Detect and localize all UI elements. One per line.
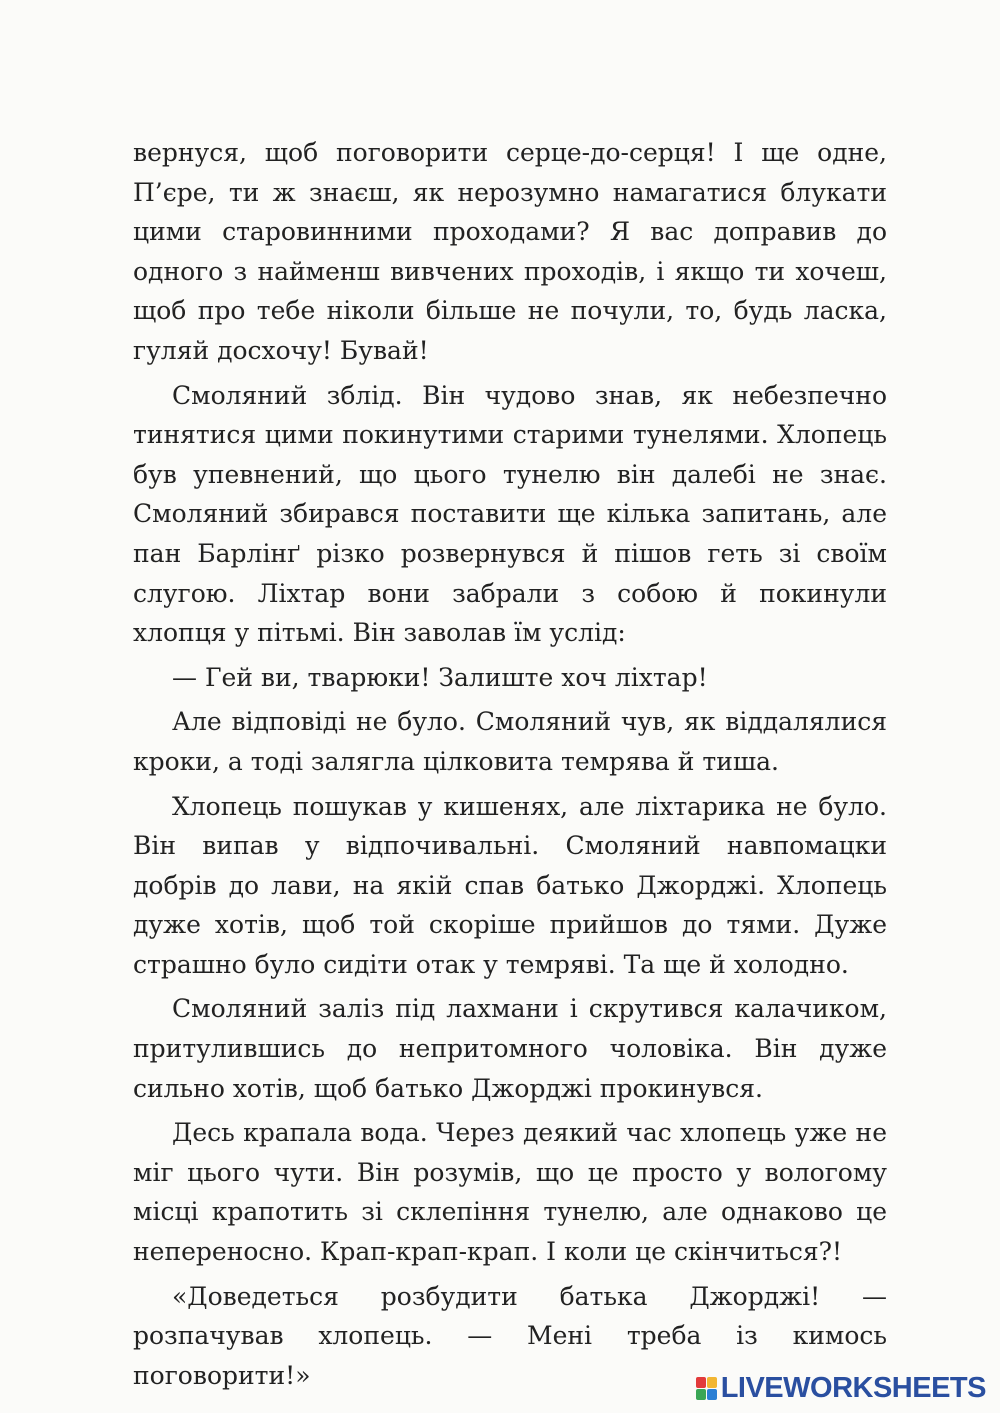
paragraph-7: Десь крапала вода. Через деякий час хлопець уже не міг цього чути. Він розумів, що це просто у вологому місці крапотить зі склепіння тунелю, але однаково це непереносно. Крап-крап-крап. І коли це скінчиться?!	[133, 1118, 887, 1267]
watermark-text: LIVEWORKSHEETS	[720, 1372, 986, 1404]
book-page-text	[133, 133, 887, 1400]
paragraph-5: Хлопець пошукав у кишенях, але ліхтарика не було. Він випав у відпочивальні. Смоляний навпомацки добрів до лави, на якій спав батько Джорджі. Хлопець дуже хотів, щоб той скоріше прийшов до тями. Дуже страшно було сидіти отак у темряві. Та ще й холодно.	[133, 791, 887, 979]
paragraph-2: Смоляний зблід. Він чудово знав, як небезпечно тинятися цими покинутими старими тунелями. Хлопець був упевнений, що цього тунелю він далебі не знає. Смоляний збирався поставити ще кілька запитань, але пан Барлінґ різко розвернувся й пішов геть зі своїм слугою. Ліхтар вони забрали з собою й покинули хлопця у пітьмі. Він заволав їм услід:	[133, 380, 887, 648]
paragraph-3: — Гей ви, тварюки! Залиште хоч ліхтар!	[172, 662, 708, 692]
paragraph-1: вернуся, щоб поговорити серце-до-серця! І ще одне, П’єре, ти ж знаєш, як нерозумно намагатися блукати цими старовинними проходами? Я вас доправив до одного з найменш вивчених проходів, і якщо ти хочеш, щоб про тебе ніколи більше не почули, то, будь ласка, гуляй досхочу! Бувай!	[133, 138, 887, 365]
paragraph-4: Але відповіді не було. Смоляний чув, як віддалялися кроки, а тоді залягла цілковита темрява й тиша.	[133, 707, 887, 776]
liveworksheets-logo-icon	[696, 1377, 718, 1401]
paragraph-6: Смоляний заліз під лахмани і скрутився калачиком, притулившись до непритомного чоловіка. Він дуже сильно хотів, щоб батько Джорджі прокинувся.	[133, 994, 887, 1103]
liveworksheets-watermark	[696, 1372, 986, 1405]
paragraph-8: «Доведеться розбудити батька Джорджі! — розпачував хлопець. — Мені треба із кимось поговорити!»	[133, 1281, 887, 1390]
